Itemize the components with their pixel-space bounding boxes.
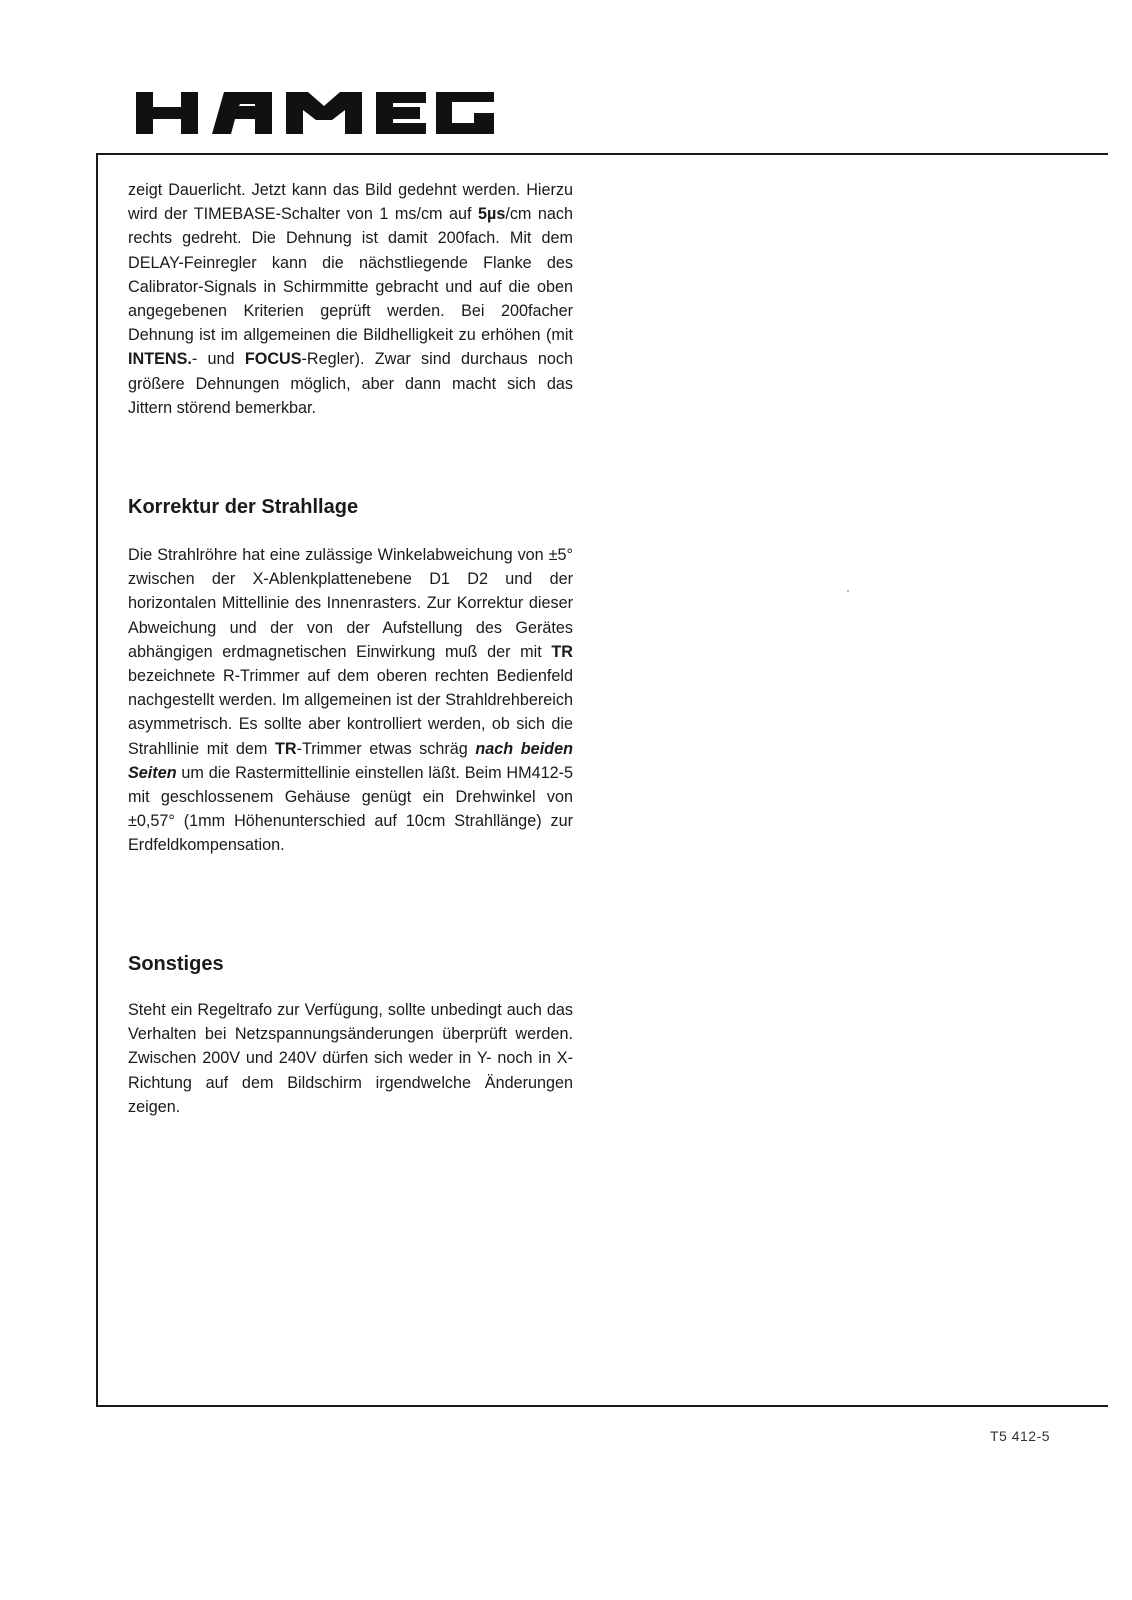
bold-run: FOCUS xyxy=(244,350,302,369)
sonstiges-heading: Sonstiges xyxy=(128,953,224,975)
text-run: Die Strahlröhre hat eine zulässige Winkelabweichung von ±5° zwischen der X-Ablenkplattenebene D1 D2 und der horizontalen Mittellinie des Innenrasters. Zur Korrektur dieser Abweichung und der von der Aufstellung des Gerätes abhängigen erdmagnetischen Einwirkung muß der mit xyxy=(128,546,573,661)
intro-paragraph xyxy=(128,178,573,420)
intro-section xyxy=(128,178,573,420)
bold-run: TR xyxy=(275,739,297,758)
strahllage-section xyxy=(128,494,573,858)
sonstiges-section xyxy=(128,951,573,1119)
text-run: zeigt Dauerlicht. Jetzt kann das Bild gedehnt werden. Hierzu wird der TIMEBASE-Schalter von 1 ms/cm auf xyxy=(128,181,573,224)
scan-speck xyxy=(847,590,849,592)
bold-run: 5µs xyxy=(478,205,506,224)
text-run: -Trimmer etwas schräg xyxy=(296,739,476,758)
hameg-logo xyxy=(136,92,496,134)
text-run: /cm nach rechts gedreht. Die Dehnung ist damit 200fach. Mit dem DELAY-Feinregler kann die nächstliegende Flanke des Calibrator-Signals in Schirmmitte gebracht und auf die oben angegebenen Kriterien geprüft werden. Bei 200facher Dehnung ist im allgemeinen die Bildhelligkeit zu erhöhen (mit xyxy=(128,205,573,345)
text-run: um die Rastermittellinie einstellen läßt. Beim HM412-5 mit geschlossenem Gehäuse genügt ein Drehwinkel von ±0,57° (1mm Höhenunterschied auf 10cm Strahllänge) zur Erdfeldkompensation. xyxy=(128,763,573,855)
document-code: T5 412-5 xyxy=(990,1428,1051,1444)
strahllage-paragraph xyxy=(128,543,573,858)
text-run: bezeichnete R-Trimmer auf dem oberen rechten Bedienfeld nachgestellt werden. Im allgemeinen ist der Strahldrehbereich asymmetrisch. Es sollte aber kontrolliert werden, ob sich die Strahllinie mit dem xyxy=(128,667,573,758)
bold-run: nach beiden Seiten xyxy=(128,739,573,782)
text-run: -Regler). Zwar sind durchaus noch größere Dehnungen möglich, aber dann macht sich das Jittern störend bemerkbar. xyxy=(128,350,573,417)
bold-run: INTENS. xyxy=(128,350,192,369)
bold-run: TR xyxy=(551,642,573,661)
sonstiges-paragraph xyxy=(128,998,573,1119)
text-run: Steht ein Regeltrafo zur Verfügung, sollte unbedingt auch das Verhalten bei Netzspannungsänderungen überprüft werden. Zwischen 200V und 240V dürfen sich weder in Y- noch in X-Richtung auf dem Bildschirm irgendwelche Änderungen zeigen. xyxy=(128,1001,573,1116)
text-run: - und xyxy=(191,350,245,369)
strahllage-heading: Korrektur der Strahllage xyxy=(128,496,359,518)
